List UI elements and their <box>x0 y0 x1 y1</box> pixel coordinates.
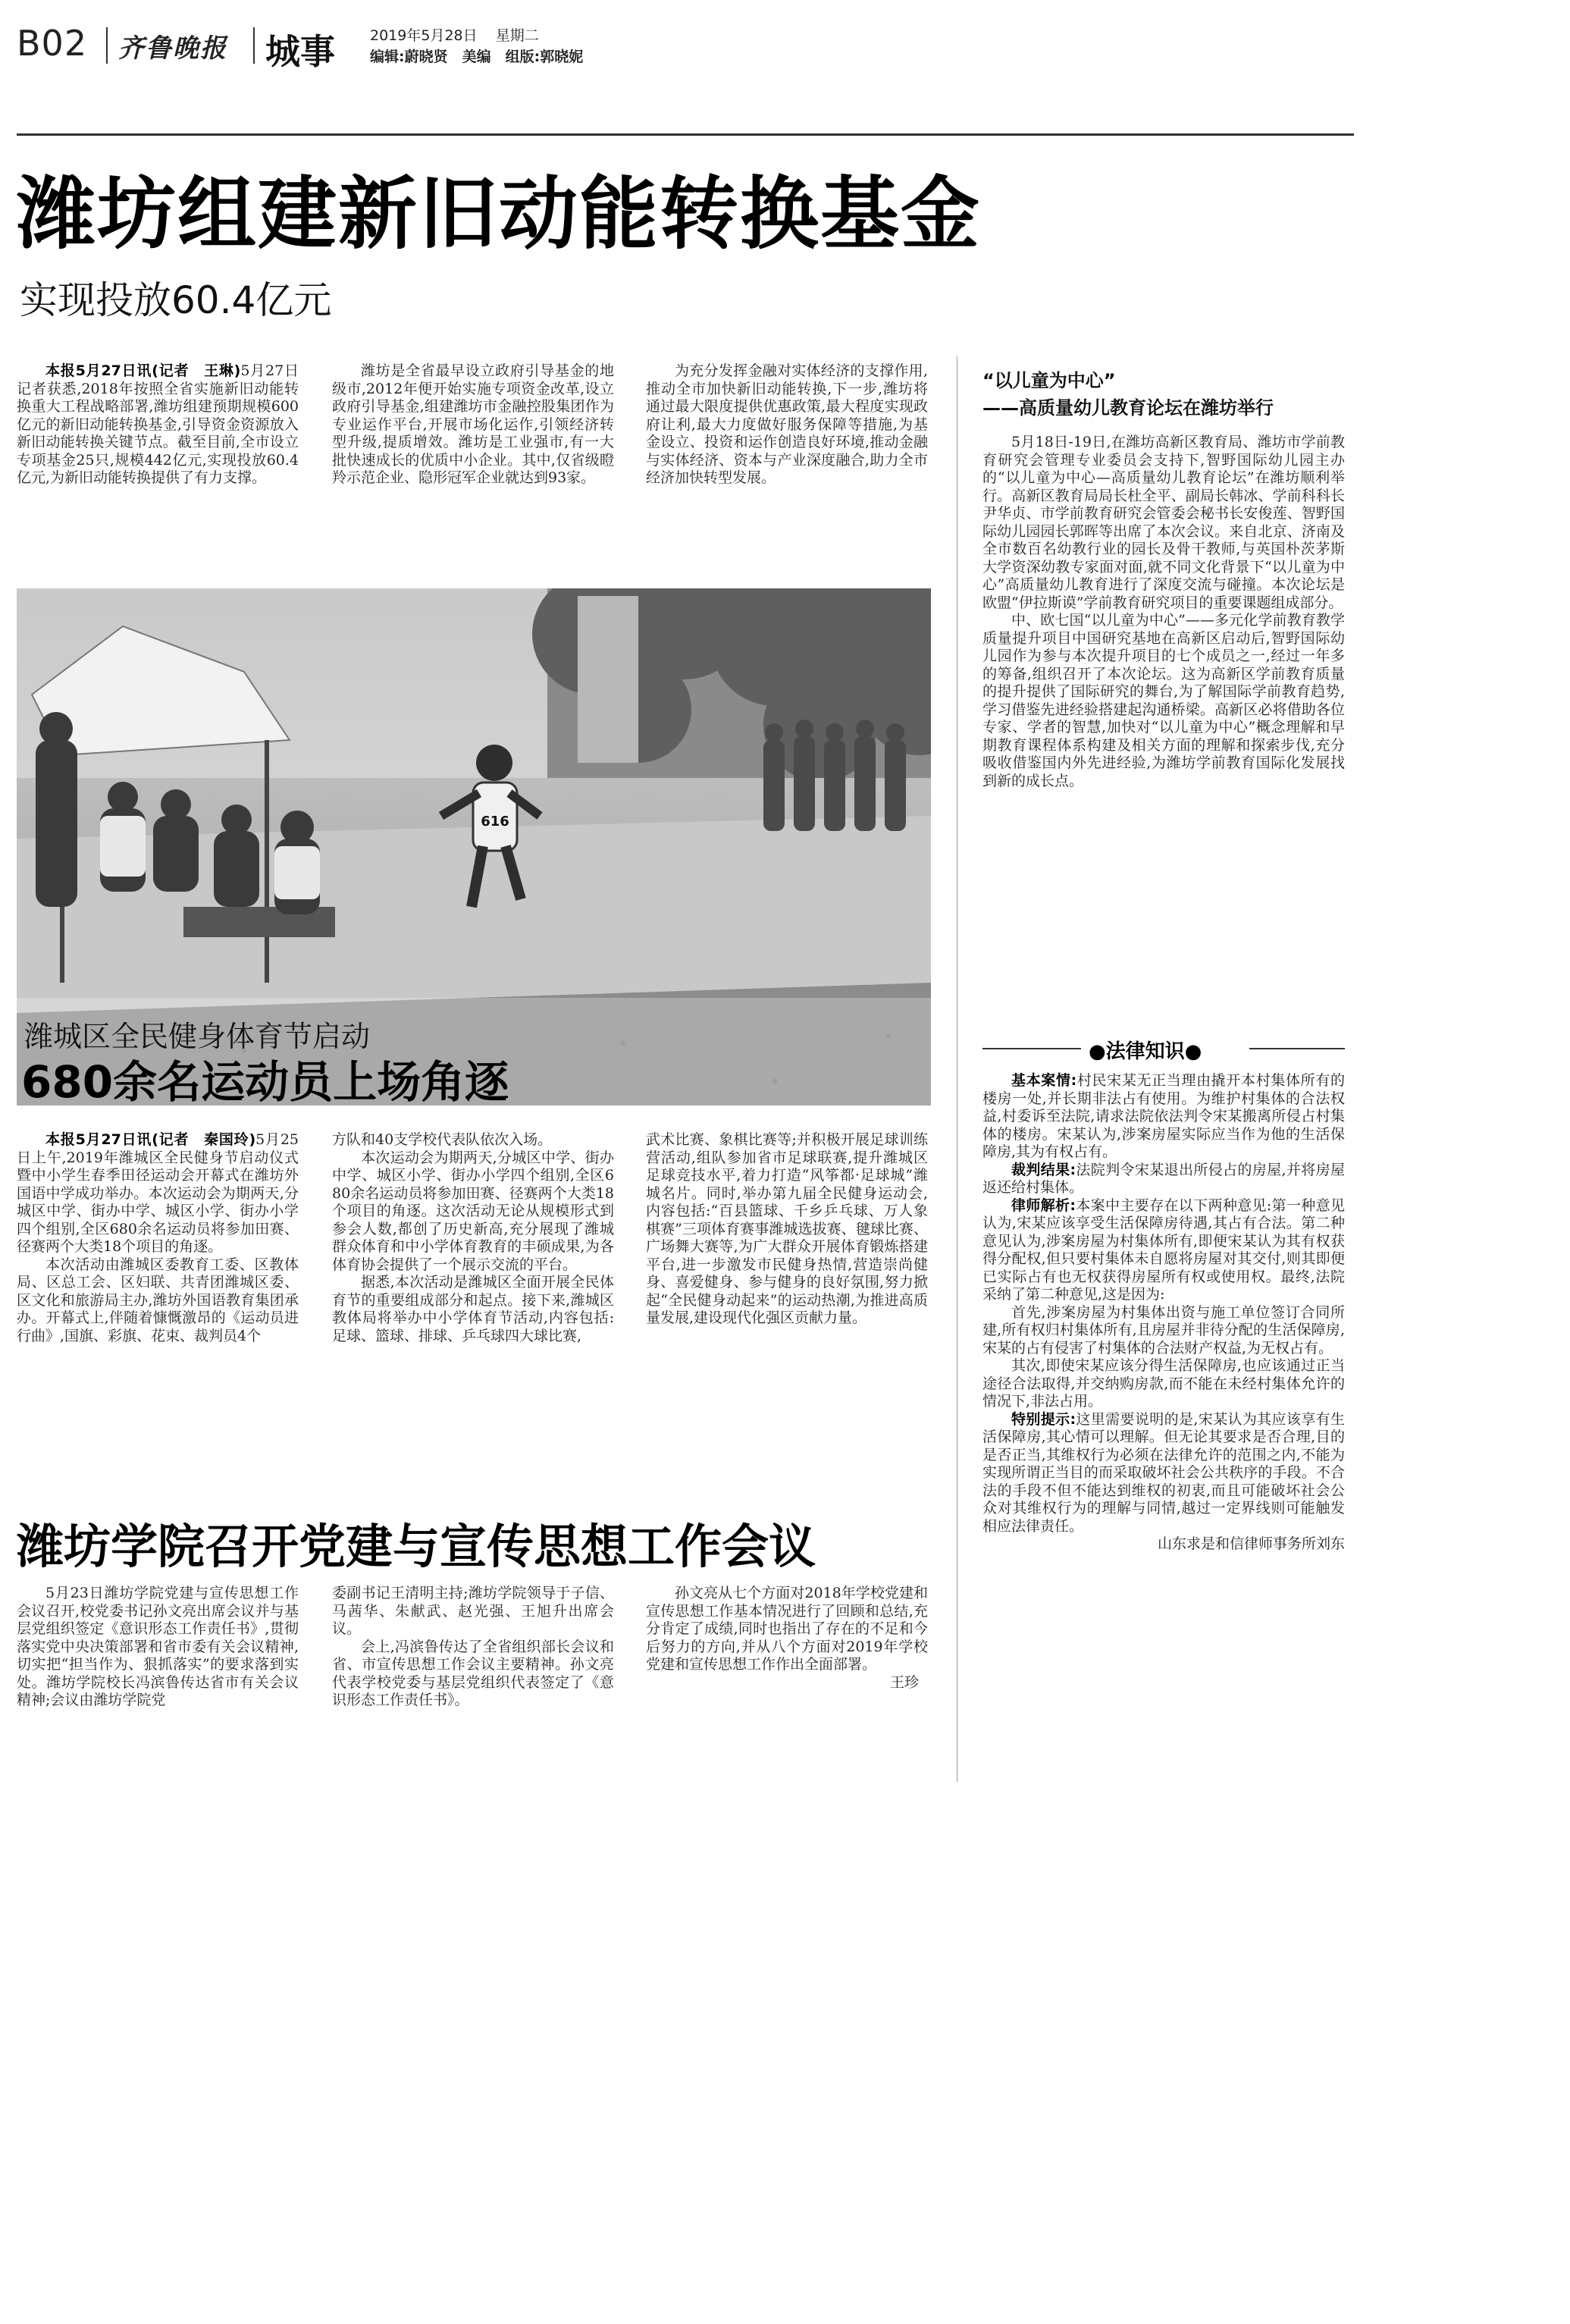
college-column-3 <box>646 1585 928 1692</box>
issue-date <box>370 24 539 45</box>
sports-col2c-text: 据悉,本次活动是潍城区全面开展全民体育节的重要组成部分和起点。接下来,潍城区教体局将举办中小学体育节活动,内容包括:足球、篮球、排球、乒乓球四大球比赛, <box>332 1274 614 1344</box>
college-col2-text: 委副书记王清明主持;潍坊学院领导于子信、马茜华、朱献武、赵光强、王旭升出席会议。 <box>332 1585 614 1637</box>
forum-p1: 5月18日-19日,在潍坊高新区教育局、潍坊市学前教育研究会管理专业委员会支持下,智野国际幼儿园主办的“以儿童为中心—高质量幼儿教育论坛”在潍坊顺利举行。高新区教育局局长杜全平、副局长韩冰、学前科科长尹华贞、市学前教育研究会管委会秘书长安俊莲、智野国际幼儿园园长郭晖等出席了本次会议。来自北京、济南及全市数百名幼教行业的园长及骨干教师,与英国朴茨茅斯大学资深幼教专家面对面,就不同文化背景下“以儿童为中心”高质量幼儿教育进行了深度交流与碰撞。本次论坛是欧盟“伊拉斯谟”学前教育研究项目的重要课题组成部分。 <box>982 434 1345 611</box>
lead-col2-text: 潍坊是全省最早设立政府引导基金的地级市,2012年便开始实施专项资金改革,设立政府引导基金,组建潍坊市金融控股集团作为专业运作平台,开展市场化运作,引领经济转型升级,提质增效。潍坊是工业强市,有一大批快速成长的优质中小企业。其中,仅省级瞪羚示范企业、隐形冠军企业就达到93家。 <box>332 362 614 486</box>
sports-col2-text: 方队和40支学校代表队依次入场。 <box>332 1131 553 1148</box>
forum-p2: 中、欧七国“以儿童为中心”——多元化学前教育教学质量提升项目中国研究基地在高新区启动后,智野国际幼儿园作为参与本次提升项目的七个成员之一,经过一年多的筹备,组织召开了本次论坛。这为高新区学前教育质量的提升提供了国际研究的舞台,为了解国际学前教育趋势,学习借鉴先进经验搭建起沟通桥梁。高新区必将借助各位专家、学者的智慧,加快对“以儿童为中心”概念理解和早期教育课程体系构建及相关方面的理解和探索步伐,充分吸收借鉴国内外先进经验,为潍坊学前教育国际化发展找到新的成长点。 <box>982 612 1345 789</box>
college-column-1 <box>17 1585 299 1710</box>
lead-headline: 潍坊组建新旧动能转换基金 <box>17 168 982 260</box>
sports-column-1 <box>17 1131 299 1345</box>
law-rule-right <box>1249 1048 1345 1049</box>
lead-subhead: 实现投放60.4亿元 <box>20 278 332 322</box>
law-signature: 山东求是和信律师事务所刘东 <box>1157 1535 1345 1552</box>
law-verdict-text: 法院判令宋某退出所侵占的房屋,并将房屋返还给村集体。 <box>982 1161 1345 1196</box>
law-analysis-text: 本案中主要存在以下两种意见:第一种意见认为,宋某应该享受生活保障房待遇,其占有合法。第二种意见认为,涉案房屋为村集体所有,即便宋某认为其有权获得分配权,但只要村集体未自愿将房屋对其交付,则其即便已实际占有也无权获得房屋所有权或使用权。最终,法院采纳了第二种意见,这是因为: <box>982 1196 1345 1303</box>
sports-byline: 本报5月27日讯(记者 秦国玲) <box>45 1131 256 1148</box>
forum-subtitle: ——高质量幼儿教育论坛在潍坊举行 <box>982 397 1274 419</box>
weekday-text: 星期二 <box>495 27 539 44</box>
photo-caption-main: 680余名运动员上场角逐 <box>21 1056 509 1106</box>
paper-logo: 齐鲁晚报 <box>118 33 227 64</box>
sports-col1-text: 5月25日上午,2019年潍城区全民健身节启动仪式暨中小学生春季田径运动会开幕式在潍坊外国语中学成功举办。本次运动会为期两天,分城区中学、街办中学、城区小学、街办小学四个组别,全区680余名运动员将参加田赛、径赛两个大类18个项目的角逐。 <box>17 1131 299 1255</box>
college-author: 王珍 <box>889 1673 919 1691</box>
law-rule-left <box>982 1048 1081 1049</box>
bib-number: 616 <box>481 814 509 830</box>
college-column-2 <box>332 1585 614 1710</box>
sports-photo <box>17 588 931 1106</box>
college-col3-text: 孙文亮从七个方面对2018年学校党建和宣传思想工作基本情况进行了回顾和总结,充分肯定了成绩,同时也指出了存在的不足和今后努力的方向,并从八个方面对2019年学校党建和宣传思想工作作出全面部署。 <box>646 1585 928 1673</box>
lead-col1-text: 5月27日记者获悉,2018年按照全省实施新旧动能转换重大工程战略部署,潍坊组建预期规模600亿元的新旧动能转换基金,引导资金资源放入新旧动能转换关键节点。截至目前,全市设立专项基金25只,规模442亿元,实现投放60.4亿元,为新旧动能转换提供了有力支撑。 <box>17 362 299 486</box>
page-number: B02 <box>17 23 88 64</box>
lead-column-2 <box>332 362 614 488</box>
lead-column-1 <box>17 362 299 488</box>
college-headline: 潍坊学院召开党建与宣传思想工作会议 <box>17 1519 816 1574</box>
law-second-point: 其次,即使宋某应该分得生活保障房,也应该通过正当途径合法取得,并交纳购房款,而不能在未经村集体允许的情况下,非法占用。 <box>982 1357 1345 1410</box>
law-tip-text: 这里需要说明的是,宋某认为其应该享有生活保障房,其心情可以理解。但无论其要求是否合理,目的是否正当,其维权行为必须在法律允许的范围之内,不能为实现所谓正当目的而采取破坏社会公共秩序的手段。不合法的手段不但不能达到维权的初衷,而且可能破坏社会公众对其维权行为的理解与同情,越过一定界线则可能触发相应法律责任。 <box>982 1410 1345 1535</box>
law-case-text: 村民宋某无正当理由撬开本村集体所有的楼房一处,并长期非法占有使用。为维护村集体的合法权益,村委诉至法院,请求法院依法判令宋某搬离所侵占村集体的楼房。宋某认为,涉案房屋实际应当作为他的生活保障房,其为有权占有。 <box>982 1072 1345 1160</box>
date-text: 2019年5月28日 <box>370 27 478 44</box>
law-verdict-label: 裁判结果: <box>1011 1161 1076 1178</box>
section-name: 城事 <box>265 31 335 72</box>
sports-column-2 <box>332 1131 614 1345</box>
college-col1-text: 5月23日潍坊学院党建与宣传思想工作会议召开,校党委书记孙文亮出席会议并与基层党组织签定《意识形态工作责任书》,贯彻落实党中央决策部署和省市委有关会议精神,切实把“担当作为、狠抓落实”的要求落到实处。潍坊学院校长冯滨鲁传达省市有关会议精神;会议由潍坊学院党 <box>17 1585 299 1708</box>
law-tip-label: 特别提示: <box>1011 1410 1076 1428</box>
sports-column-3 <box>646 1131 928 1328</box>
lead-byline: 本报5月27日讯(记者 王琳) <box>45 362 241 379</box>
editor-credits: 编辑:蔚晓贤 美编 组版:郭晓妮 <box>370 49 584 65</box>
lead-col3-text: 为充分发挥金融对实体经济的支撑作用,推动全市加快新旧动能转换,下一步,潍坊将通过最大限度提供优惠政策,最大程度实现政府让利,最大力度做好服务保障等措施,为基金设立、投资和运作创造良好环境,推动金融与实体经济、资本与产业深度融合,助力全市经济加快转型发展。 <box>646 362 928 486</box>
law-analysis-label: 律师解析: <box>1011 1196 1076 1214</box>
header-divider-1 <box>106 27 108 64</box>
photo-caption-sub: 潍城区全民健身体育节启动 <box>24 1020 371 1053</box>
college-col2b-text: 会上,冯滨鲁传达了全省组织部长会议和省、市宣传思想工作会议主要精神。孙文亮代表学校党委与基层党组织代表签定了《意识形态工作责任书》。 <box>332 1638 614 1708</box>
forum-body <box>982 434 1345 790</box>
law-title: ●法律知识● <box>1089 1040 1202 1063</box>
lead-column-3 <box>646 362 928 488</box>
sports-col1b-text: 本次活动由潍城区委教育工委、区教体局、区总工会、区妇联、共青团潍城区委、区文化和旅游局主办,潍坊外国语教育集团承办。开幕式上,伴随着慷慨激昂的《运动员进行曲》,国旗、彩旗、花束、裁判员4个 <box>17 1256 299 1344</box>
sports-col2b-text: 本次运动会为期两天,分城区中学、街办中学、城区小学、街办小学四个组别,全区680余名运动员将参加田赛、径赛两个大类18个项目的角逐。这次活动无论从规模形式到参会人数,都创了历史新高,充分展现了潍城群众体育和中小学体育教育的丰硕成果,为各体育协会提供了一个展示交流的平台。 <box>332 1149 614 1273</box>
sports-col3-text: 武术比赛、象棋比赛等;并积极开展足球训练营活动,组队参加省市足球联赛,提升潍城区足球竞技水平,着力打造“风筝都·足球城”潍城名片。同时,举办第九届全民健身运动会,内容包括:“百县篮球、千乡乒乓球、万人象棋赛”三项体育赛事潍城选拔赛、毽球比赛、广场舞大赛等,为广大群众开展体育锻炼搭建平台,进一步激发市民健身热情,营造崇尚健身、喜爱健身、参与健身的良好氛围,努力掀起“全民健身动起来”的运动热潮,为推进高质量发展,建设现代化强区贡献力量。 <box>646 1131 928 1326</box>
header-rule <box>17 133 1354 136</box>
law-body <box>982 1072 1345 1554</box>
law-case-label: 基本案情: <box>1011 1072 1077 1089</box>
forum-title: “以儿童为中心” <box>982 370 1116 391</box>
header-divider-2 <box>253 27 255 64</box>
law-first-point: 首先,涉案房屋为村集体出资与施工单位签订合同所建,所有权归村集体所有,且房屋并非待分配的生活保障房,宋某的占有侵害了村集体的合法财产权益,为无权占有。 <box>982 1303 1345 1356</box>
